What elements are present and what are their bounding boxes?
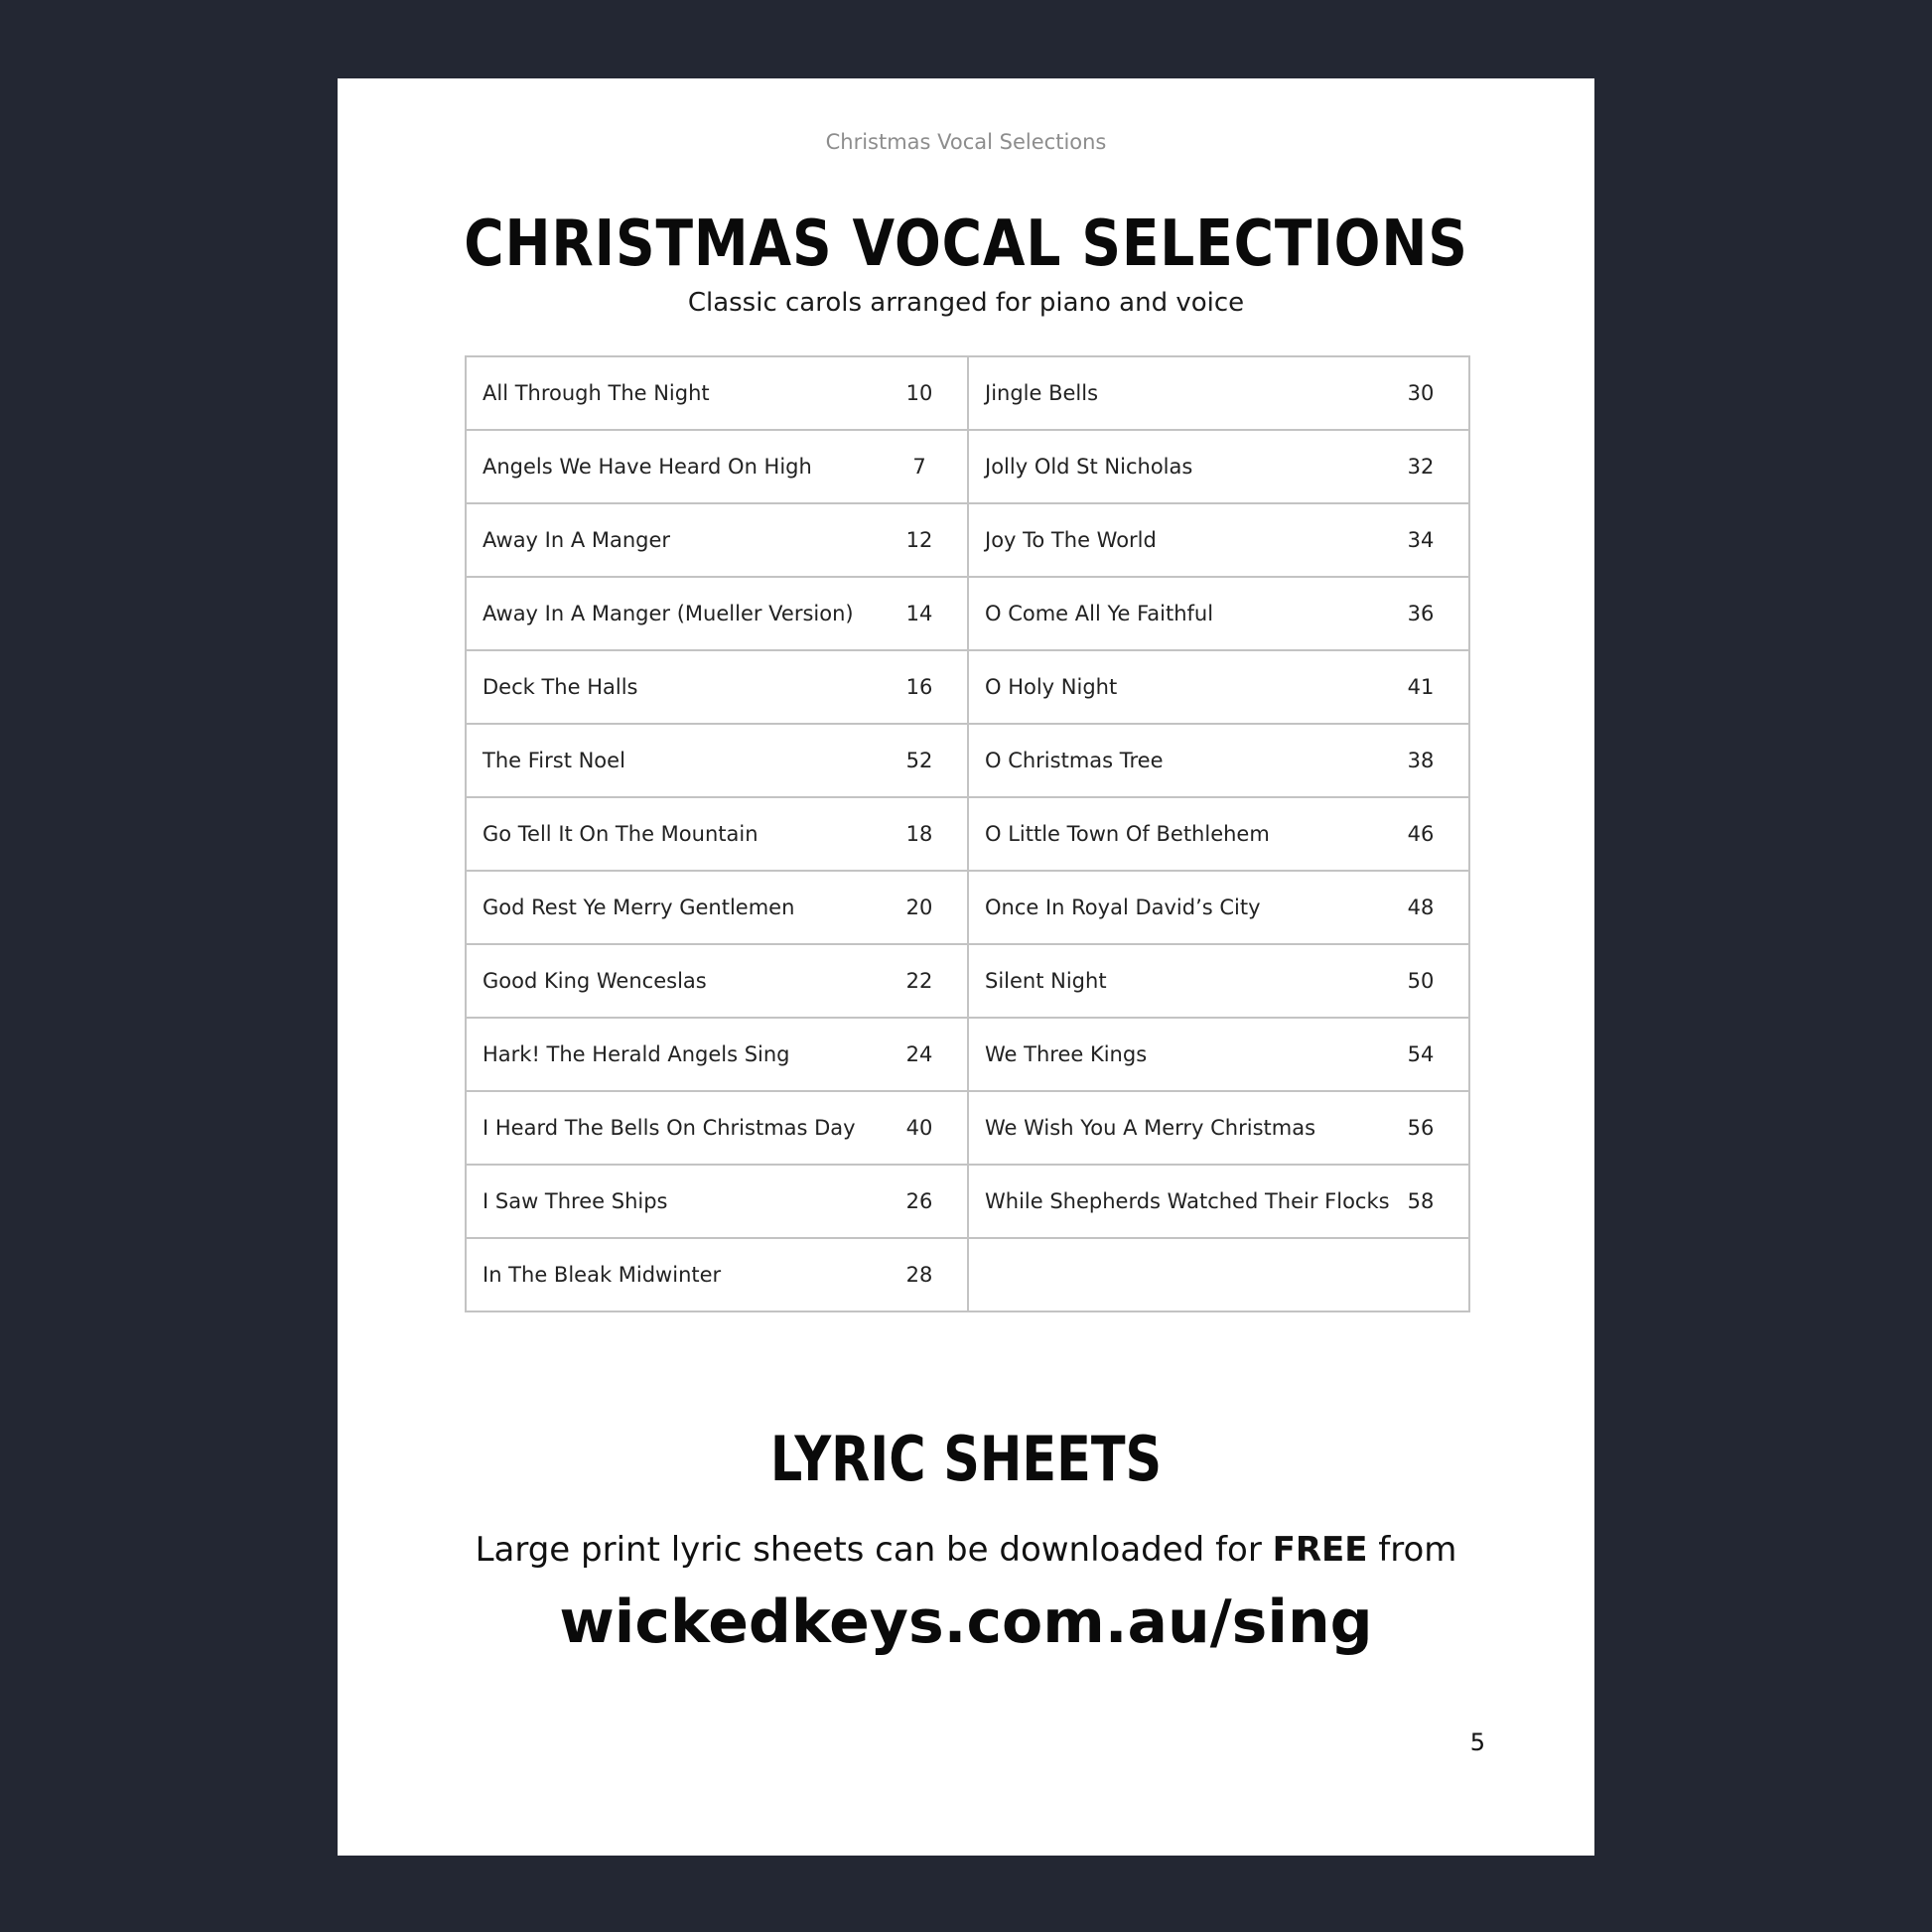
toc-entry-page: 46 xyxy=(1407,822,1435,846)
toc-cell-right xyxy=(968,871,1469,944)
toc-entry-title: God Rest Ye Merry Gentlemen xyxy=(483,896,795,919)
table-row xyxy=(466,430,1469,503)
toc-entry-title: O Holy Night xyxy=(985,675,1118,699)
toc-entry xyxy=(467,455,967,479)
toc-entry-page: 20 xyxy=(905,896,933,919)
table-row xyxy=(466,1165,1469,1238)
toc-entry-page: 48 xyxy=(1407,896,1435,919)
toc-cell-right xyxy=(968,1165,1469,1238)
table-row xyxy=(466,1091,1469,1165)
toc-entry-page: 50 xyxy=(1407,969,1435,993)
page-subtitle: Classic carols arranged for piano and voice xyxy=(687,288,1245,318)
toc-entry-title: All Through The Night xyxy=(483,381,710,405)
table-row xyxy=(466,871,1469,944)
toc-cell-left xyxy=(466,1238,968,1311)
toc-cell-right xyxy=(968,1018,1469,1091)
toc-entry-page: 24 xyxy=(905,1042,933,1066)
toc-entry-title: Angels We Have Heard On High xyxy=(483,455,812,479)
toc-cell-right xyxy=(968,650,1469,724)
toc-entry-page: 26 xyxy=(905,1189,933,1213)
lyric-sheets-heading: LYRIC SHEETS xyxy=(769,1423,1163,1495)
toc-entry xyxy=(467,675,967,699)
toc-entry-page: 14 xyxy=(905,602,933,625)
toc-entry-title: Hark! The Herald Angels Sing xyxy=(483,1042,790,1066)
toc-cell-left xyxy=(466,871,968,944)
toc-entry-page: 40 xyxy=(905,1116,933,1140)
toc-entry-page: 52 xyxy=(905,749,933,772)
toc-entry-page: 38 xyxy=(1407,749,1435,772)
toc-entry xyxy=(467,896,967,919)
toc-cell-right xyxy=(968,356,1469,430)
toc-entry-page: 22 xyxy=(905,969,933,993)
toc-entry-page: 36 xyxy=(1407,602,1435,625)
toc-entry xyxy=(467,822,967,846)
table-row xyxy=(466,356,1469,430)
toc-cell-right xyxy=(968,944,1469,1018)
toc-entry xyxy=(969,969,1468,993)
toc-entry-title: Go Tell It On The Mountain xyxy=(483,822,759,846)
toc-entry-title: Silent Night xyxy=(985,969,1107,993)
toc-entry-title: We Three Kings xyxy=(985,1042,1148,1066)
toc-cell-left xyxy=(466,1018,968,1091)
toc-entry xyxy=(467,381,967,405)
table-of-contents xyxy=(465,355,1470,1312)
toc-entry xyxy=(467,969,967,993)
toc-entry-page: 30 xyxy=(1407,381,1435,405)
toc-entry-title: In The Bleak Midwinter xyxy=(483,1263,722,1287)
toc-entry xyxy=(467,528,967,552)
table-row xyxy=(466,944,1469,1018)
toc-entry xyxy=(969,1042,1468,1066)
toc-cell-right xyxy=(968,724,1469,797)
lyric-sheets-text xyxy=(338,1530,1594,1570)
toc-entry-title: O Christmas Tree xyxy=(985,749,1164,772)
toc-cell-left xyxy=(466,430,968,503)
toc-entry-page: 28 xyxy=(905,1263,933,1287)
toc-entry-title: I Heard The Bells On Christmas Day xyxy=(483,1116,856,1140)
toc-entry xyxy=(969,896,1468,919)
toc-cell-right xyxy=(968,1238,1469,1311)
toc-entry-title: We Wish You A Merry Christmas xyxy=(985,1116,1316,1140)
toc-entry-title: O Little Town Of Bethlehem xyxy=(985,822,1270,846)
toc-entry xyxy=(969,822,1468,846)
toc-entry-title: Once In Royal David’s City xyxy=(985,896,1261,919)
running-header: Christmas Vocal Selections xyxy=(825,130,1107,154)
toc-cell-right xyxy=(968,1091,1469,1165)
toc-entry-title: Away In A Manger xyxy=(483,528,671,552)
toc-entry xyxy=(969,675,1468,699)
toc-cell-right xyxy=(968,797,1469,871)
toc-entry-page: 54 xyxy=(1407,1042,1435,1066)
toc-entry xyxy=(969,1116,1468,1140)
toc-entry-title: Deck The Halls xyxy=(483,675,638,699)
toc-entry-page: 12 xyxy=(905,528,933,552)
table-row xyxy=(466,1018,1469,1091)
toc-entry xyxy=(467,602,967,625)
toc-entry xyxy=(467,1116,967,1140)
toc-cell-right xyxy=(968,430,1469,503)
toc-cell-left xyxy=(466,577,968,650)
toc-entry-title: Good King Wenceslas xyxy=(483,969,707,993)
toc-entry-title: While Shepherds Watched Their Flocks xyxy=(985,1189,1390,1213)
lyric-text-after: from xyxy=(1367,1530,1457,1570)
toc-entry xyxy=(467,1042,967,1066)
toc-entry xyxy=(969,528,1468,552)
toc-entry-title: Joy To The World xyxy=(985,528,1157,552)
toc-entry-title: Jolly Old St Nicholas xyxy=(985,455,1193,479)
toc-cell-left xyxy=(466,724,968,797)
toc-entry-title: Jingle Bells xyxy=(985,381,1099,405)
toc-entry-page: 16 xyxy=(905,675,933,699)
page-number: 5 xyxy=(1469,1728,1485,1756)
toc-cell-left xyxy=(466,503,968,577)
toc-entry-page: 58 xyxy=(1407,1189,1435,1213)
toc-entry-page: 32 xyxy=(1407,455,1435,479)
toc-entry xyxy=(969,1189,1468,1213)
toc-entry xyxy=(969,455,1468,479)
toc-cell-right xyxy=(968,577,1469,650)
table-row xyxy=(466,724,1469,797)
toc-entry-page: 18 xyxy=(905,822,933,846)
toc-cell-left xyxy=(466,650,968,724)
toc-cell-left xyxy=(466,356,968,430)
toc-cell-left xyxy=(466,797,968,871)
toc-entry xyxy=(969,602,1468,625)
table-row xyxy=(466,577,1469,650)
toc-entry-title: I Saw Three Ships xyxy=(483,1189,668,1213)
table-row xyxy=(466,650,1469,724)
table-row xyxy=(466,797,1469,871)
toc-cell-right xyxy=(968,503,1469,577)
toc-entry xyxy=(467,1263,967,1287)
lyric-text-before: Large print lyric sheets can be downloaded for xyxy=(475,1530,1273,1570)
toc-cell-left xyxy=(466,1165,968,1238)
toc-entry xyxy=(467,749,967,772)
toc-entry-page: 41 xyxy=(1407,675,1435,699)
toc-entry xyxy=(969,749,1468,772)
toc-entry-title: Away In A Manger (Mueller Version) xyxy=(483,602,854,625)
toc-entry xyxy=(969,381,1468,405)
toc-entry-title: O Come All Ye Faithful xyxy=(985,602,1214,625)
document-page xyxy=(338,78,1594,1856)
table-row xyxy=(466,503,1469,577)
toc-entry xyxy=(467,1189,967,1213)
page-title: CHRISTMAS VOCAL SELECTIONS xyxy=(464,207,1468,281)
toc-entry-page: 34 xyxy=(1407,528,1435,552)
lyric-text-free: FREE xyxy=(1272,1530,1368,1570)
toc-entry-page: 56 xyxy=(1407,1116,1435,1140)
table-row xyxy=(466,1238,1469,1311)
toc-cell-left xyxy=(466,944,968,1018)
toc-entry-title: The First Noel xyxy=(483,749,625,772)
toc-entry-page: 7 xyxy=(912,455,926,479)
toc-entry-page: 10 xyxy=(905,381,933,405)
download-url: wickedkeys.com.au/sing xyxy=(559,1587,1373,1657)
toc-cell-left xyxy=(466,1091,968,1165)
